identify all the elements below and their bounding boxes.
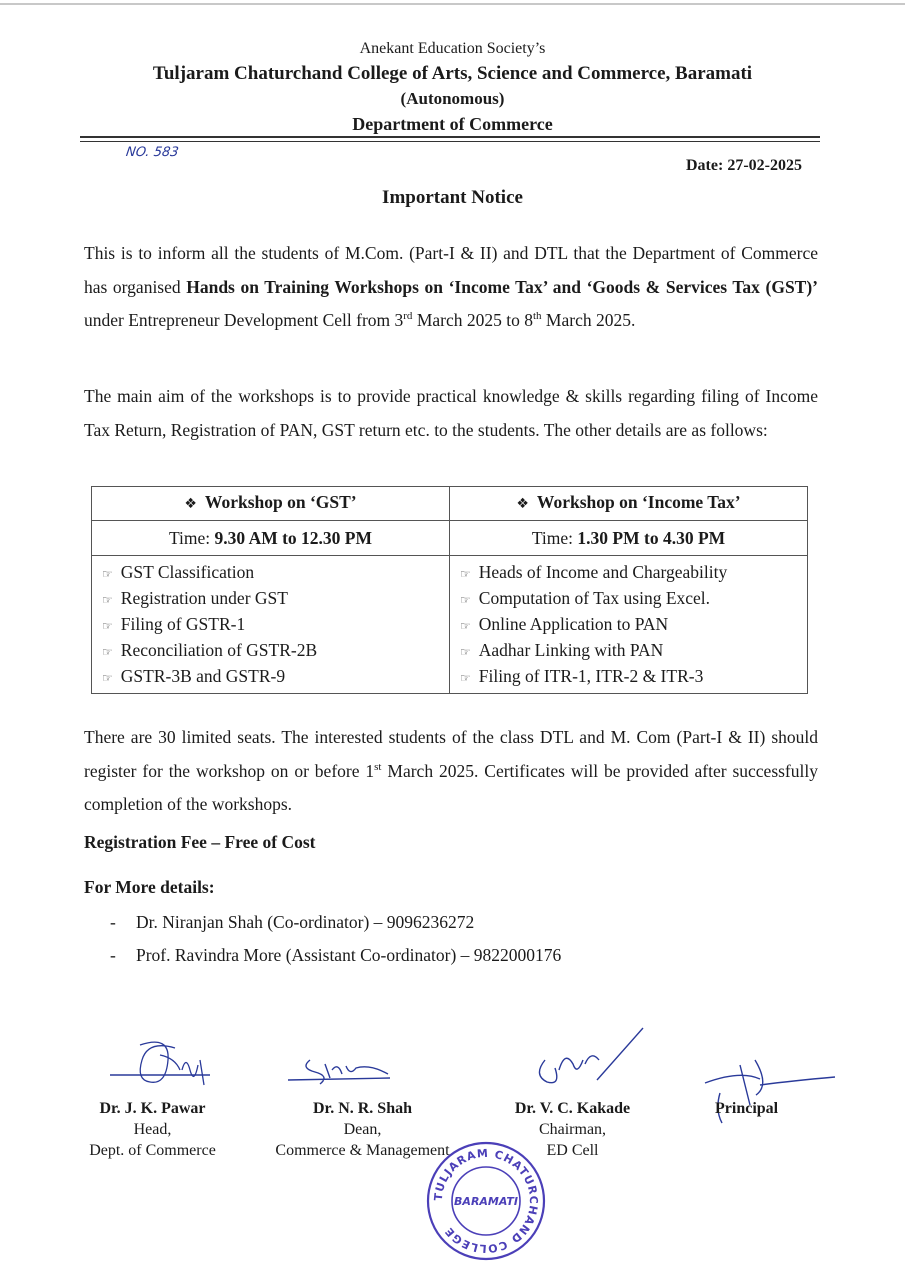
list-item: ☞ Registration under GST [102,588,288,608]
income-tax-topics-cell [450,556,808,694]
more-details-heading: For More details: [84,877,215,897]
pointing-hand-icon: ☞ [102,567,113,581]
pointing-hand-icon: ☞ [460,671,471,685]
diamond-bullet-icon: ❖ [516,496,529,512]
signatory-principal: Principal [715,1100,779,1117]
notice-title: Important Notice [382,187,523,208]
aim-paragraph: The main aim of the workshops is to provide practical knowledge & skills regarding filing of Income Tax Return, Registration of PAN, GST return etc. to the students. The other details are as follows: [84,386,818,440]
list-item: ☞ Reconciliation of GSTR-2B [102,640,318,660]
top-scan-edge [0,3,905,5]
seats-paragraph: There are 30 limited seats. The interested students of the class DTL and M. Com (Part-I & II) should register for the workshop on or before 1st March 2025. Certificates will be provided after successfully completion of the workshops. [84,727,818,814]
list-item: ☞ Filing of GSTR-1 [102,614,246,634]
pointing-hand-icon: ☞ [460,593,471,607]
list-item: ☞ GST Classification [102,562,255,582]
signature-shah [280,1050,410,1090]
list-item: ☞ Aadhar Linking with PAN [460,640,664,660]
income-tax-time-cell: Time: 1.30 PM to 4.30 PM [450,521,808,556]
signatory-kakade: Dr. V. C. Kakade Chairman, ED Cell [514,1100,631,1159]
pointing-hand-icon: ☞ [102,619,113,633]
gst-heading-cell: ❖ Workshop on ‘GST’ [92,487,450,521]
college-name: Tuljaram Chaturchand College of Arts, Science and Commerce, Baramati [152,63,753,84]
workshop-names: Hands on Training Workshops on ‘Income Tax’ and ‘Goods & Services Tax (GST)’ [186,276,819,297]
svg-text:BARAMATI: BARAMATI [454,1195,518,1208]
society-name: Anekant Education Society’s [359,40,546,57]
pointing-hand-icon: ☞ [460,619,471,633]
list-item: ☞ Heads of Income and Chargeability [460,562,728,582]
list-item: ☞ Computation of Tax using Excel. [460,588,711,608]
signature-kakade [525,1020,655,1095]
header-rule-thin [80,141,820,142]
intro-paragraph: This is to inform all the students of M.Com. (Part-I & II) and DTL that the Department of Commerce has organised Hands on Training Workshops on ‘Income Tax’ and ‘Goods & Services Tax (GST)’ under Entrepreneur Development Cell from 3rd March 2025 to 8th March 2025. [84,243,819,330]
header-rule [80,136,820,138]
department-name: Department of Commerce [352,114,553,134]
signatory-shah: Dr. N. R. Shah Dean, Commerce & Management [275,1100,450,1159]
pointing-hand-icon: ☞ [102,645,113,659]
income-tax-heading-cell: ❖ Workshop on ‘Income Tax’ [450,487,808,521]
gst-topic-list [92,556,449,693]
svg-text:TULJARAM CHATURCHAND COLLEGE: TULJARAM CHATURCHAND COLLEGE [431,1146,541,1256]
notice-date: Date: 27-02-2025 [686,157,802,174]
signature-pawar [100,1030,220,1100]
list-item: ☞ Filing of ITR-1, ITR-2 & ITR-3 [460,666,704,686]
gst-time-cell: Time: 9.30 AM to 12.30 PM [92,521,450,556]
list-item: ☞ GSTR-3B and GSTR-9 [102,666,286,686]
college-seal-stamp [425,1140,547,1262]
pointing-hand-icon: ☞ [460,645,471,659]
income-tax-topic-list [450,556,807,693]
list-item: ☞ Online Application to PAN [460,614,669,634]
diamond-bullet-icon: ❖ [184,496,197,512]
autonomous-status: (Autonomous) [400,89,505,108]
signatory-pawar: Dr. J. K. Pawar Head, Dept. of Commerce [89,1100,216,1159]
gst-topics-cell [92,556,450,694]
registration-fee: Registration Fee – Free of Cost [84,832,316,852]
pointing-hand-icon: ☞ [102,671,113,685]
reference-number: NO. 583 [124,145,180,160]
contact-assistant-coordinator: - Prof. Ravindra More (Assistant Co-ordinator) – 9822000176 [110,945,562,965]
contact-coordinator: - Dr. Niranjan Shah (Co-ordinator) – 9096236272 [110,912,475,932]
workshop-table [91,486,808,694]
pointing-hand-icon: ☞ [102,593,113,607]
pointing-hand-icon: ☞ [460,567,471,581]
